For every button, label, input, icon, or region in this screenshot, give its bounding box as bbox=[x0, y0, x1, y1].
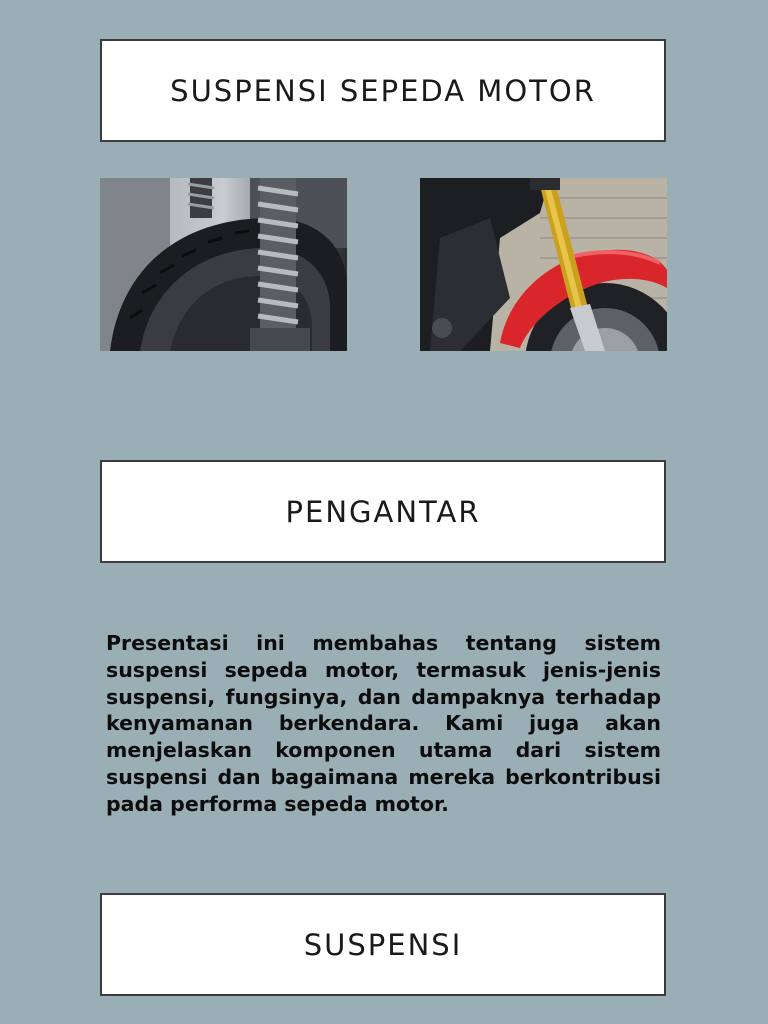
presentation-title: SUSPENSI SEPEDA MOTOR bbox=[170, 73, 596, 108]
title-box bbox=[100, 39, 666, 142]
section-heading-box bbox=[100, 460, 666, 563]
section-heading-box bbox=[100, 893, 666, 996]
section-heading-suspension: SUSPENSI bbox=[303, 927, 463, 962]
rear-shock-absorber-image bbox=[100, 178, 347, 351]
section-heading-intro: PENGANTAR bbox=[285, 494, 481, 529]
intro-paragraph: Presentasi ini membahas tentang sistem suspensi sepeda motor, termasuk jenis-jenis suspensi, fungsinya, dan dampaknya terhadap kenyamanan berkendara. Kami juga akan menjelaskan komponen utama dari sistem suspensi dan bagaimana mereka berkontribusi pada performa sepeda motor. bbox=[106, 631, 661, 816]
front-fork-image bbox=[420, 178, 667, 351]
